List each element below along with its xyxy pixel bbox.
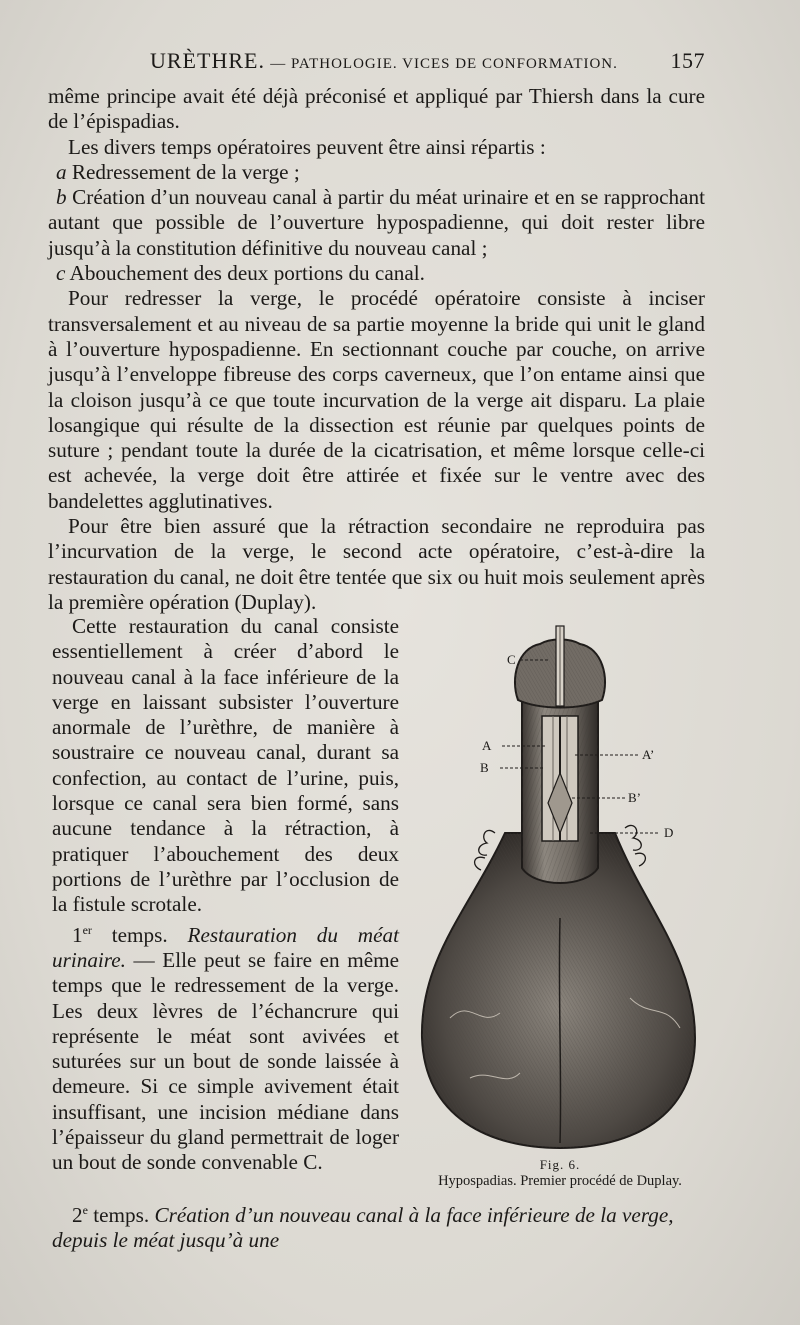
p7-italic-text: Création d’un nouveau canal à la face inférieure de la verge, depuis le méat jusqu’à une <box>52 1203 674 1253</box>
figure-label-c: C <box>507 652 516 667</box>
p7-superscript: e <box>82 1203 88 1217</box>
header-title-sub: — PATHOLOGIE. VICES DE CONFORMATION. <box>270 56 618 72</box>
item-b-letter: b <box>56 185 67 210</box>
body-text-bottom <box>52 1198 712 1254</box>
item-c-text: Abouchement des deux portions du canal. <box>65 261 425 286</box>
p6-lead: temps. <box>91 922 188 947</box>
figure-label-a: A <box>482 738 492 753</box>
item-a-letter: a <box>56 159 67 184</box>
item-a-text: Redressement de la verge ; <box>66 159 300 184</box>
item-c-letter: c <box>56 261 66 286</box>
paragraph-4: Pour être bien assuré que la rétraction secondaire ne reproduira pas l’incurvation de la verge, le second acte opératoire, c’est-à-dire la restauration du canal, ne doit être tentée que six ou huit mois seulement après la première opération (Duplay). <box>48 514 705 614</box>
p6-text: — Elle peut se faire en même temps que le redressement de la verge. Les deux lèvres de l’échancrure qui représente le méat sont avivées et suturées sur un bout de sonde laissée à demeure. Si ce simple avivement était insuffisant, une incision médiane dans l’épaisseur du gland permettrait de loger un bout de sonde convenable C. <box>52 947 399 1175</box>
item-b-text: Création d’un nouveau canal à partir du méat urinaire et en se rapprochant autant que possible de l’ouverture hypospadienne, qui doit rester libre jusqu’à la constitution définitive du nouveau canal ; <box>48 185 705 260</box>
list-item-a <box>48 160 705 185</box>
figure-label-a-prime: A’ <box>642 747 655 762</box>
figure-label-d: D <box>664 825 674 840</box>
paragraph-1: même principe avait été déjà préconisé et appliqué par Thiersh dans la cure de l’épispadias. <box>48 84 705 134</box>
paragraph-2: Les divers temps opératoires peuvent être ainsi répartis : <box>68 134 546 159</box>
figure-number: Fig. 6. <box>539 1157 581 1172</box>
p7-number: 2 <box>72 1203 83 1228</box>
paragraph-3: Pour redresser la verge, le procédé opératoire consiste à inciser transversalement et au niveau de sa partie moyenne la bride qui unit le gland à l’ouverture hypospadienne. En sectionnant couche par couche, on arrive jusqu’à l’enveloppe fibreuse des corps caverneux, que l’on entame ainsi que la cloison jusqu’à ce que toute incurvation de la verge ait disparu. La plaie losangique qui résulte de la dissection est réunie par quelques points de suture ; pendant toute la durée de la cicatrisation, et même lorsque celle-ci est achevée, la verge doit être attirée et fixée sur le ventre avec des bandelettes agglutinatives. <box>48 286 705 513</box>
paragraph-6 <box>52 918 399 1176</box>
figure-caption-text: Hypospadias. Premier procédé de Duplay. <box>438 1173 682 1189</box>
anatomical-engraving <box>410 618 710 1158</box>
p6-number: 1 <box>72 922 83 947</box>
body-text-full-width <box>48 84 705 615</box>
list-item-c <box>48 261 705 286</box>
paragraph-7 <box>52 1198 712 1254</box>
p6-italic-heading: Restauration du méat urinaire. <box>52 922 399 972</box>
p7-lead: temps. <box>87 1203 155 1228</box>
header-title <box>150 48 618 74</box>
page-number: 157 <box>670 48 705 73</box>
p6-superscript: er <box>82 922 92 937</box>
figure-label-b-prime: B’ <box>628 790 641 805</box>
figure-label-b: B <box>480 760 489 775</box>
body-text-left-column <box>52 614 399 1176</box>
list-item-b <box>48 185 705 261</box>
paragraph-5: Cette restauration du canal consiste essentiellement à créer d’abord le nouveau canal à la face inférieure de la verge en laissant subsister l’ouverture anormale de l’urèthre, de manière à soustraire ce nouveau canal, durant sa confection, au contact de l’urine, puis, lorsque ce canal sera bien formé, sans aucune tendance à la rétraction, à pratiquer l’abouchement des deux portions de l’urèthre par l’occlusion de la fistule scrotale. <box>52 614 399 917</box>
figure-caption <box>410 1156 710 1190</box>
header-title-main: URÈTHRE. <box>150 48 265 73</box>
figure-illustration <box>410 618 710 1158</box>
running-header <box>150 44 705 76</box>
